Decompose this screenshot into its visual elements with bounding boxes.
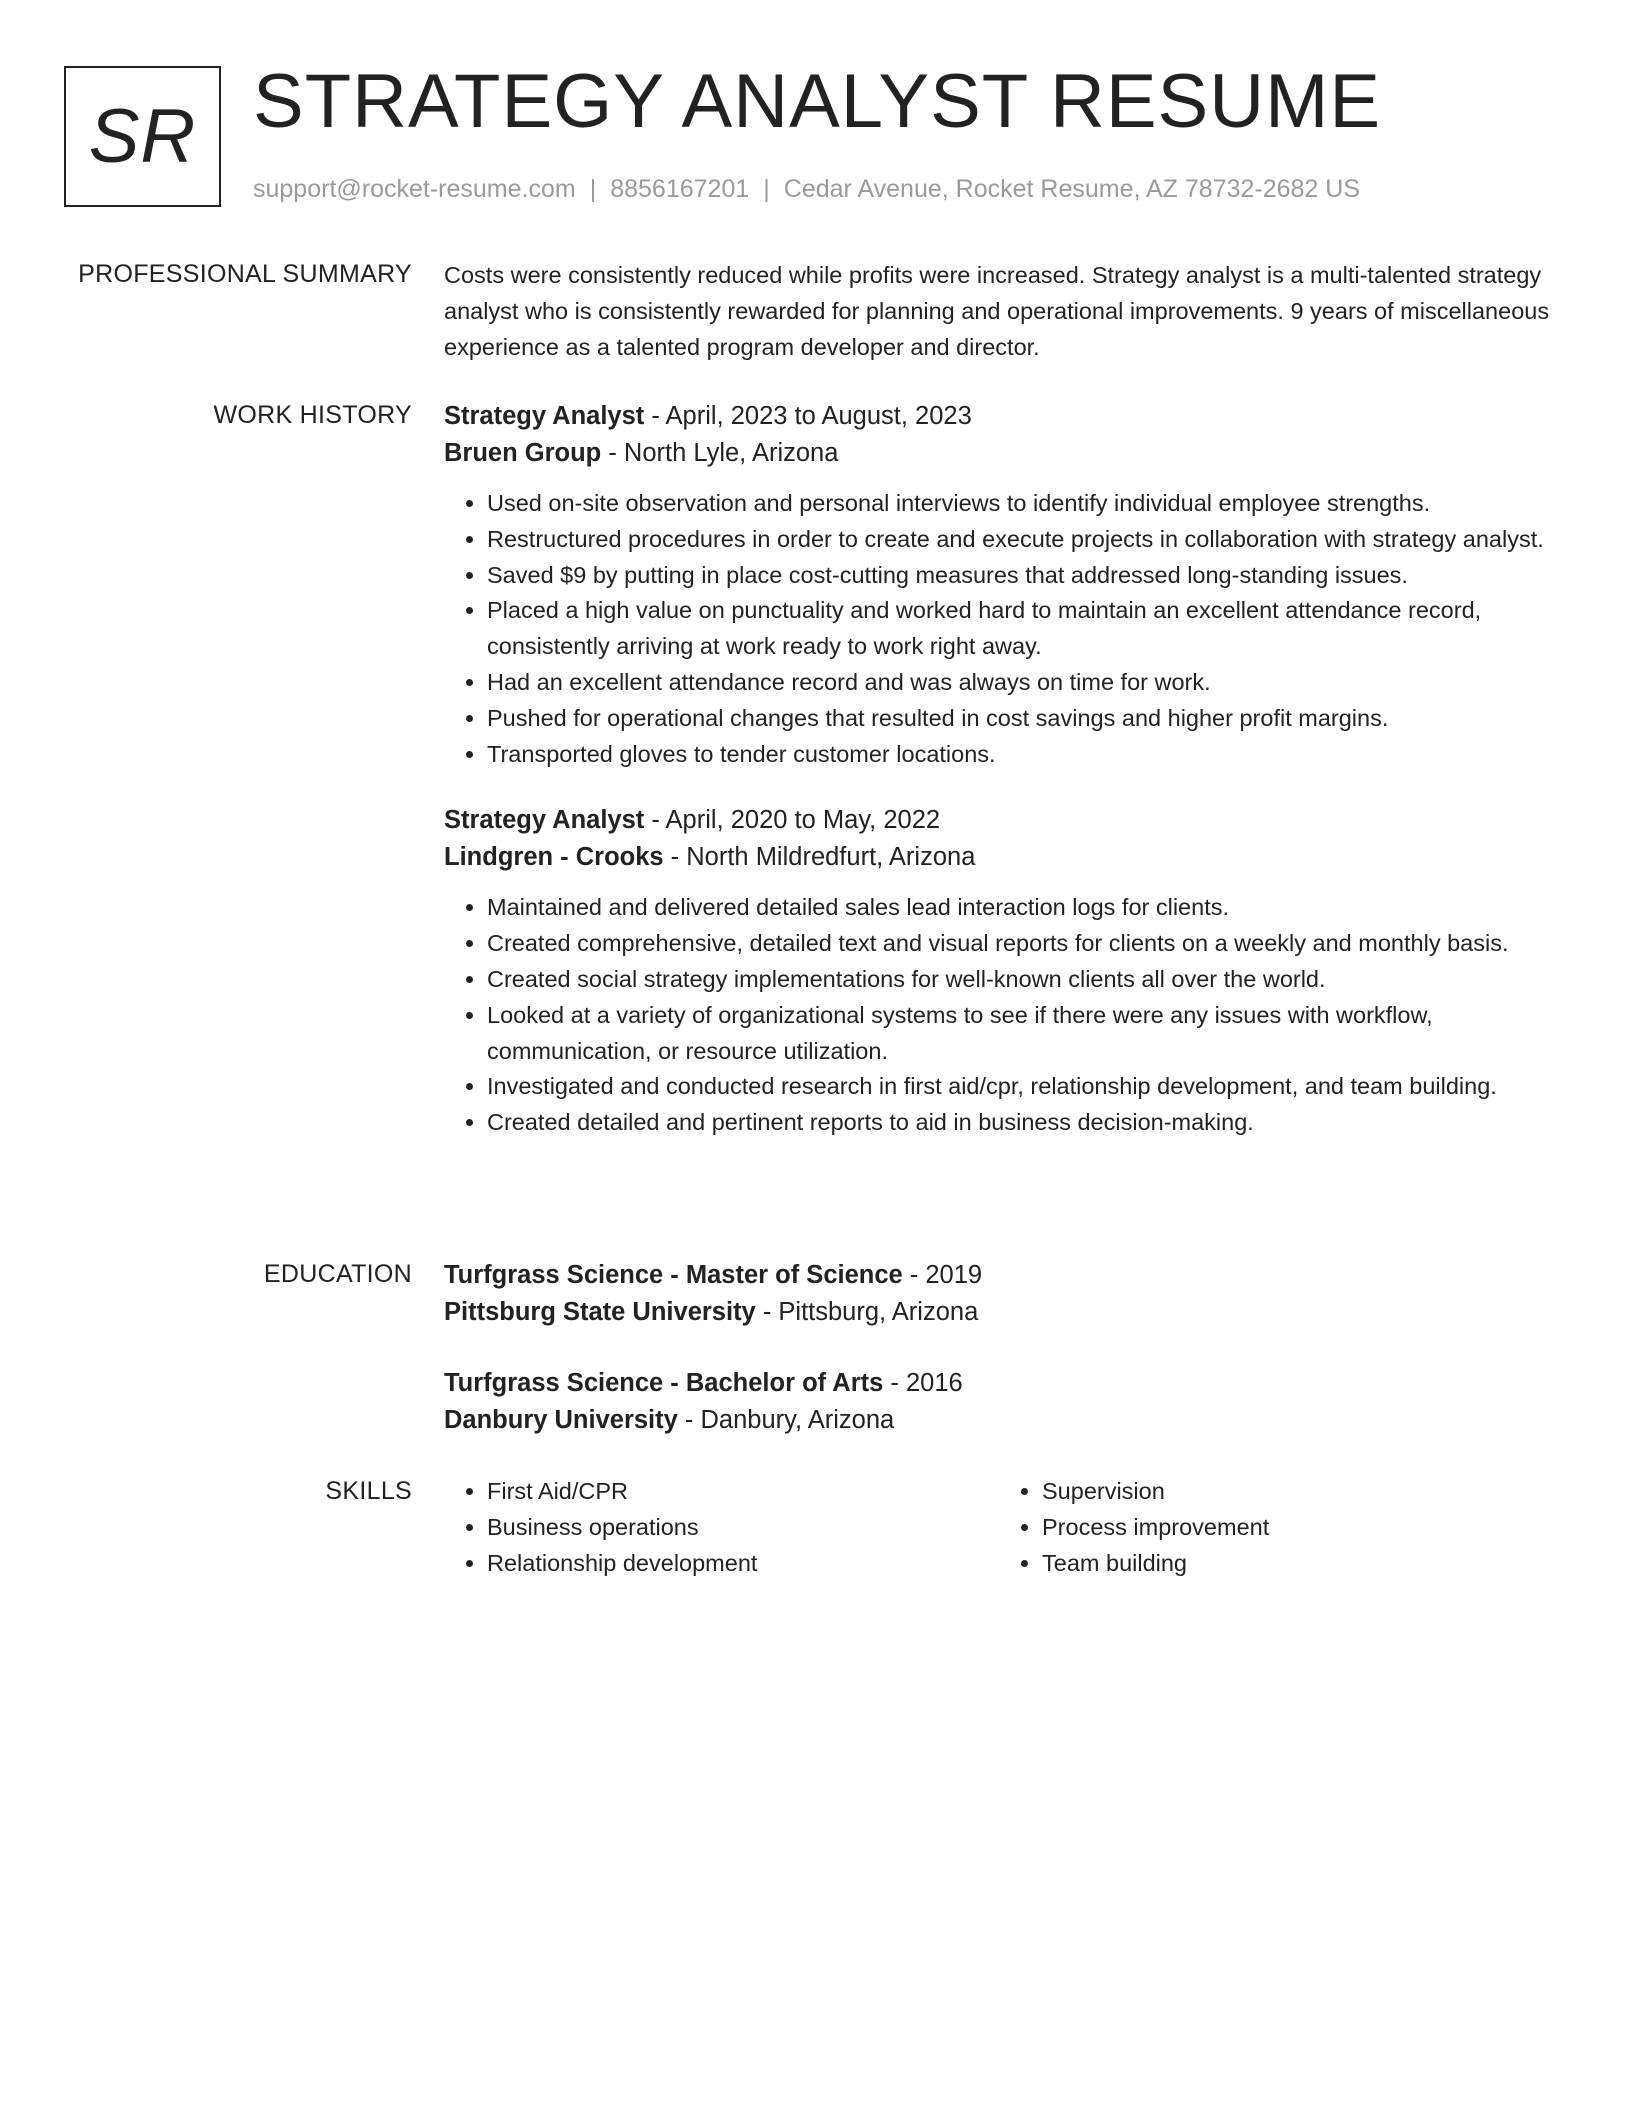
skill-item: • Relationship development — [487, 1546, 999, 1582]
section-label-work-history: WORK HISTORY — [213, 401, 412, 429]
school-line — [444, 1402, 1554, 1439]
skill-item: • Process improvement — [1042, 1510, 1554, 1546]
page-title: STRATEGY ANALYST RESUME — [253, 59, 1382, 144]
school-name: Danbury University — [444, 1406, 678, 1434]
list-item: • Had an excellent attendance record and was always on time for work. — [487, 665, 1554, 701]
degree-line — [444, 1257, 1554, 1294]
job-entry — [444, 398, 1554, 772]
job-company: Bruen Group — [444, 439, 602, 467]
degree-line — [444, 1365, 1554, 1402]
contact-email: support@rocket-resume.com — [253, 175, 576, 203]
list-item: • Restructured procedures in order to create and execute projects in collaboration with strategy analyst. — [487, 522, 1554, 558]
job-title-line — [444, 802, 1554, 839]
list-item: • Created comprehensive, detailed text and visual reports for clients on a weekly and monthly basis. — [487, 926, 1554, 962]
list-item: • Looked at a variety of organizational systems to see if there were any issues with workflow, communication, or resource utilization. — [487, 998, 1554, 1070]
job-title: Strategy Analyst — [444, 806, 645, 835]
list-item: • Transported gloves to tender customer locations. — [487, 737, 1554, 773]
job-bullets — [444, 890, 1554, 1141]
job-entry — [444, 802, 1554, 1141]
education-body — [444, 1257, 1554, 1439]
list-item: • Used on-site observation and personal interviews to identify individual employee strengths. — [487, 486, 1554, 522]
skills-list-right — [999, 1474, 1554, 1581]
list-item: • Pushed for operational changes that resulted in cost savings and higher profit margins. — [487, 701, 1554, 737]
education-entry — [444, 1257, 1554, 1331]
monogram-initials: SR — [88, 94, 197, 179]
school-location: - Danbury, Arizona — [677, 1406, 895, 1434]
job-location: - North Lyle, Arizona — [601, 439, 839, 467]
job-title-line — [444, 398, 1554, 435]
monogram-box — [64, 66, 221, 207]
school-name: Pittsburg State University — [444, 1298, 756, 1326]
skill-item: • First Aid/CPR — [487, 1474, 999, 1510]
section-label-summary: PROFESSIONAL SUMMARY — [78, 260, 412, 288]
section-label-education: EDUCATION — [263, 1260, 412, 1288]
job-company-line — [444, 435, 1554, 472]
job-location: - North Mildredfurt, Arizona — [663, 843, 976, 872]
section-label-skills: SKILLS — [325, 1477, 412, 1505]
list-item: • Maintained and delivered detailed sales lead interaction logs for clients. — [487, 890, 1554, 926]
list-item: • Saved $9 by putting in place cost-cutting measures that addressed long-standing issues. — [487, 558, 1554, 594]
degree-year: - 2016 — [883, 1369, 963, 1397]
degree-name: Turfgrass Science - Bachelor of Arts — [444, 1369, 884, 1397]
job-bullets — [444, 486, 1554, 772]
skill-item: • Supervision — [1042, 1474, 1554, 1510]
job-company-line — [444, 839, 1554, 876]
skill-item: • Business operations — [487, 1510, 999, 1546]
skill-item: • Team building — [1042, 1546, 1554, 1582]
education-entry — [444, 1365, 1554, 1439]
contact-line — [253, 172, 1360, 206]
degree-name: Turfgrass Science - Master of Science — [444, 1261, 903, 1289]
contact-separator: | — [763, 175, 770, 203]
skills-list-left — [444, 1474, 999, 1581]
work-history-body — [444, 398, 1554, 1141]
degree-year: - 2019 — [902, 1261, 983, 1289]
contact-separator: | — [589, 175, 597, 203]
list-item: • Placed a high value on punctuality and worked hard to maintain an excellent attendance record, consistently arriving at work ready to work right away. — [487, 593, 1554, 665]
contact-phone: 8856167201 — [610, 175, 750, 203]
skills-columns — [444, 1474, 1554, 1581]
summary-text: Costs were consistently reduced while profits were increased. Strategy analyst is a multi-talented strategy analyst who is consistently rewarded for planning and operational improvements. 9 years of miscellaneous experience as a talented program developer and director. — [444, 262, 1550, 360]
list-item: • Created detailed and pertinent reports to aid in business decision-making. — [487, 1105, 1554, 1141]
job-dates: - April, 2020 to May, 2022 — [644, 806, 941, 835]
school-location: - Pittsburg, Arizona — [755, 1298, 979, 1326]
job-company: Lindgren - Crooks — [444, 843, 664, 872]
school-line — [444, 1294, 1554, 1331]
contact-address: Cedar Avenue, Rocket Resume, AZ 78732-2682 US — [783, 175, 1361, 203]
list-item: • Investigated and conducted research in first aid/cpr, relationship development, and team building. — [487, 1069, 1554, 1105]
job-dates: - April, 2023 to August, 2023 — [644, 402, 972, 430]
summary-body — [444, 257, 1554, 365]
job-title: Strategy Analyst — [444, 402, 645, 430]
list-item: • Created social strategy implementations for well-known clients all over the world. — [487, 962, 1554, 998]
skills-body — [444, 1474, 1554, 1581]
